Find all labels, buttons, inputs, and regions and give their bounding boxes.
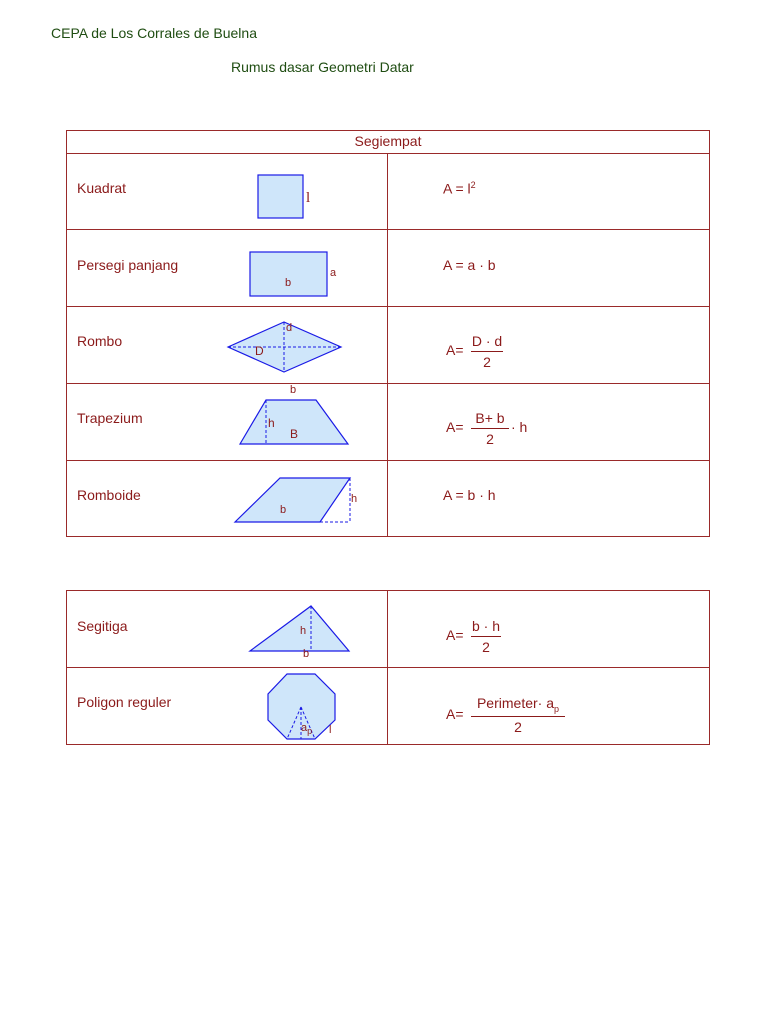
formula-trapezium-fraction	[471, 410, 509, 447]
rectangle-shape	[250, 252, 327, 296]
section-header: Segiempat	[354, 133, 422, 149]
formula-kuadrat	[443, 180, 476, 197]
formula-poligon-numerator-text: Perimeter· a	[476, 695, 554, 711]
shape-name-trapezium: Trapezium	[77, 410, 143, 426]
dim-label-top-base: b	[290, 384, 297, 396]
dim-label-base: b	[285, 277, 292, 289]
column-divider	[387, 591, 388, 744]
shape-name-romboide: Romboide	[77, 487, 141, 503]
shape-name-segitiga: Segitiga	[77, 618, 128, 634]
formula-romboide: A = b · h	[443, 487, 496, 503]
formula-persegi-panjang: A = a · b	[443, 257, 496, 273]
dim-label-base: b	[303, 648, 310, 660]
formula-rombo-lhs: A=	[446, 342, 464, 358]
parallelogram-figure	[232, 474, 357, 526]
formula-trapezium-suffix: · h	[511, 419, 528, 435]
formula-poligon-lhs: A=	[446, 706, 464, 722]
apothem-letter: a	[301, 722, 308, 734]
row-divider	[67, 460, 709, 461]
row-divider	[67, 306, 709, 307]
formula-rombo-denominator: 2	[483, 354, 491, 370]
formula-poligon-numerator	[471, 695, 565, 717]
dim-label-small-diagonal: d	[286, 322, 293, 334]
row-divider	[67, 667, 709, 668]
school-name: CEPA de Los Corrales de Buelna	[51, 25, 257, 41]
square-figure	[252, 171, 322, 225]
dim-label-height: h	[351, 493, 358, 505]
row-divider	[67, 229, 709, 230]
dim-label-base: b	[280, 504, 287, 516]
formula-kuadrat-exponent: 2	[470, 180, 476, 190]
formula-trapezium-numerator: B+ b	[471, 410, 509, 429]
document-title: Rumus dasar Geometri Datar	[231, 59, 414, 75]
apothem-subscript: p	[307, 726, 313, 737]
column-divider	[387, 153, 388, 536]
row-divider	[67, 383, 709, 384]
dim-label-height: a	[330, 267, 337, 279]
dim-label-side: l	[306, 190, 311, 206]
square-shape	[258, 175, 303, 218]
formula-trapezium-denominator: 2	[486, 431, 494, 447]
formula-segitiga-numerator: b · h	[471, 618, 501, 637]
formula-kuadrat-base: A = l	[443, 180, 471, 197]
dim-label-apothem	[301, 722, 312, 736]
dim-label-height: h	[268, 416, 275, 430]
formula-rombo-fraction	[471, 333, 503, 370]
formula-poligon-fraction	[471, 695, 565, 735]
shape-name-poligon-reguler: Poligon reguler	[77, 694, 172, 710]
formula-rombo-numerator: D · d	[471, 333, 503, 352]
shape-name-rombo: Rombo	[77, 333, 123, 349]
formula-segitiga-denominator: 2	[482, 639, 490, 655]
dim-label-side: l	[329, 724, 332, 736]
formula-poligon-denominator: 2	[514, 718, 522, 735]
shape-name-persegi-panjang: Persegi panjang	[77, 257, 179, 273]
formula-trapezium-lhs: A=	[446, 419, 464, 435]
parallelogram-shape	[235, 478, 350, 522]
quadrilaterals-table	[66, 130, 710, 537]
dim-label-big-diagonal: D	[255, 344, 264, 358]
shape-name-kuadrat: Kuadrat	[77, 180, 127, 196]
dim-label-bottom-base: B	[290, 427, 299, 441]
rhombus-figure	[225, 317, 345, 377]
formula-segitiga-lhs: A=	[446, 627, 464, 643]
other-shapes-table	[66, 590, 710, 745]
row-divider	[67, 153, 709, 154]
dim-label-height: h	[300, 625, 307, 637]
formula-segitiga-fraction	[471, 618, 501, 655]
formula-poligon-numerator-subscript: p	[554, 703, 560, 714]
